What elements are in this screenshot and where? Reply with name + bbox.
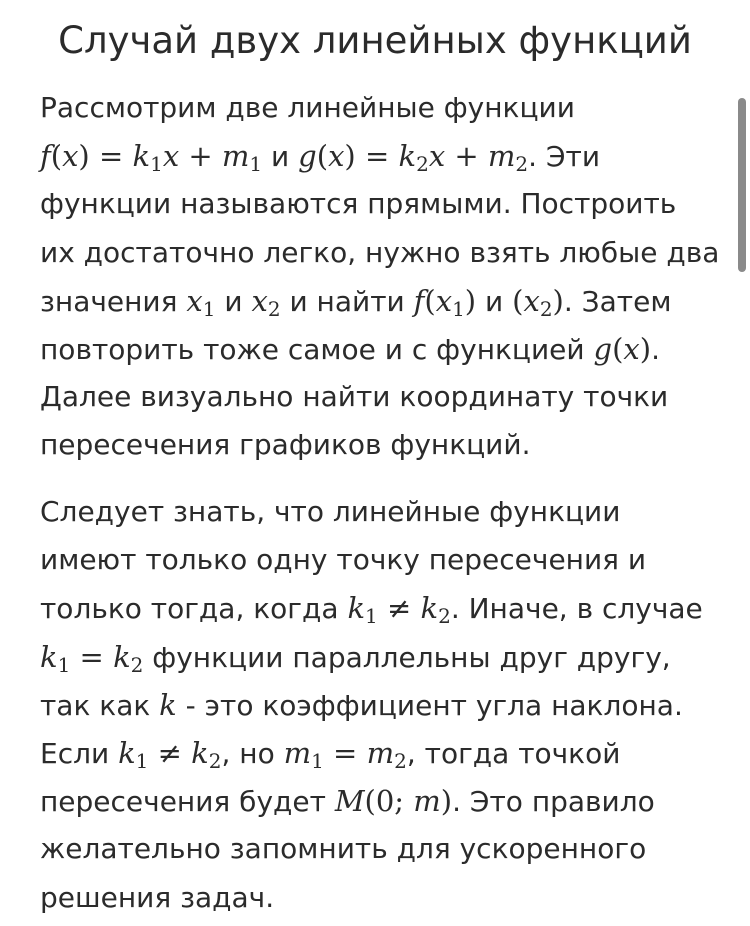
formula-k-eq: $k_1 = k_2$ <box>40 639 144 677</box>
text-line: функции называются прямыми. Построить <box>40 187 677 221</box>
formula-k-neq: $k_1 \ne k_2$ <box>347 591 451 629</box>
paragraph-rule <box>40 488 720 922</box>
formula-f: $f(x) = k_1x + m_1$ <box>40 139 263 177</box>
formula-x2-paren: $(x_2)$ <box>512 283 564 321</box>
formula-k-neq-2: $k_1 \ne k_2$ <box>118 735 222 773</box>
text-line: пересечения графиков функций. <box>40 428 531 462</box>
formula-f-x1: $f(x_1)$ <box>413 283 477 321</box>
text-line: Рассмотрим две линейные функции <box>40 91 575 124</box>
text-line-if: Если $k_1 \ne k_2$, но $m_1 = m_2$, тогда точкой <box>40 735 621 773</box>
paragraph-intro <box>40 84 720 470</box>
text-line: решения задач. <box>40 880 275 914</box>
text-line-point: пересечения будет M(0; m). Это правило <box>40 784 655 819</box>
page-title: Случай двух линейных функций <box>58 19 692 62</box>
text-line: их достаточно легко, нужно взять любые два <box>40 235 720 269</box>
text-line-repeat: повторить тоже самое и с функцией g(x). <box>40 331 660 366</box>
formula-point-m: M(0; m) <box>334 784 453 819</box>
formula-g: $g(x) = k_2x + m_2$ <box>298 139 529 177</box>
text-line-parallel: $k_1 = k_2$ функции параллельны друг другу, <box>40 639 671 677</box>
text-line-condition: только тогда, когда $k_1 \ne k_2$. Иначе, в случае <box>40 591 703 629</box>
formula-g-x: g(x) <box>593 331 652 366</box>
text-line-formulas: $f(x) = k_1x + m_1$ и $g(x) = k_2x + m_2$. Эти <box>40 139 601 177</box>
text-line: Далее визуально найти координату точки <box>40 380 669 414</box>
text-line: желательно запомнить для ускоренного <box>40 832 647 866</box>
text-line-slope: так как k - это коэффициент угла наклона. <box>40 687 683 722</box>
formula-m-eq: $m_1 = m_2$ <box>283 735 407 773</box>
text-line: имеют только одну точку пересечения и <box>40 543 647 577</box>
formula-x1: $x_1$ <box>186 283 216 321</box>
text-line-values: значения $x_1$ и $x_2$ и найти $f(x_1)$ и $(x_2)$. Затем <box>40 283 672 321</box>
text-line: Следует знать, что линейные функции <box>40 495 621 528</box>
scrollbar-thumb[interactable] <box>738 98 746 272</box>
formula-x2: $x_2$ <box>251 283 281 321</box>
formula-k: k <box>159 687 177 722</box>
